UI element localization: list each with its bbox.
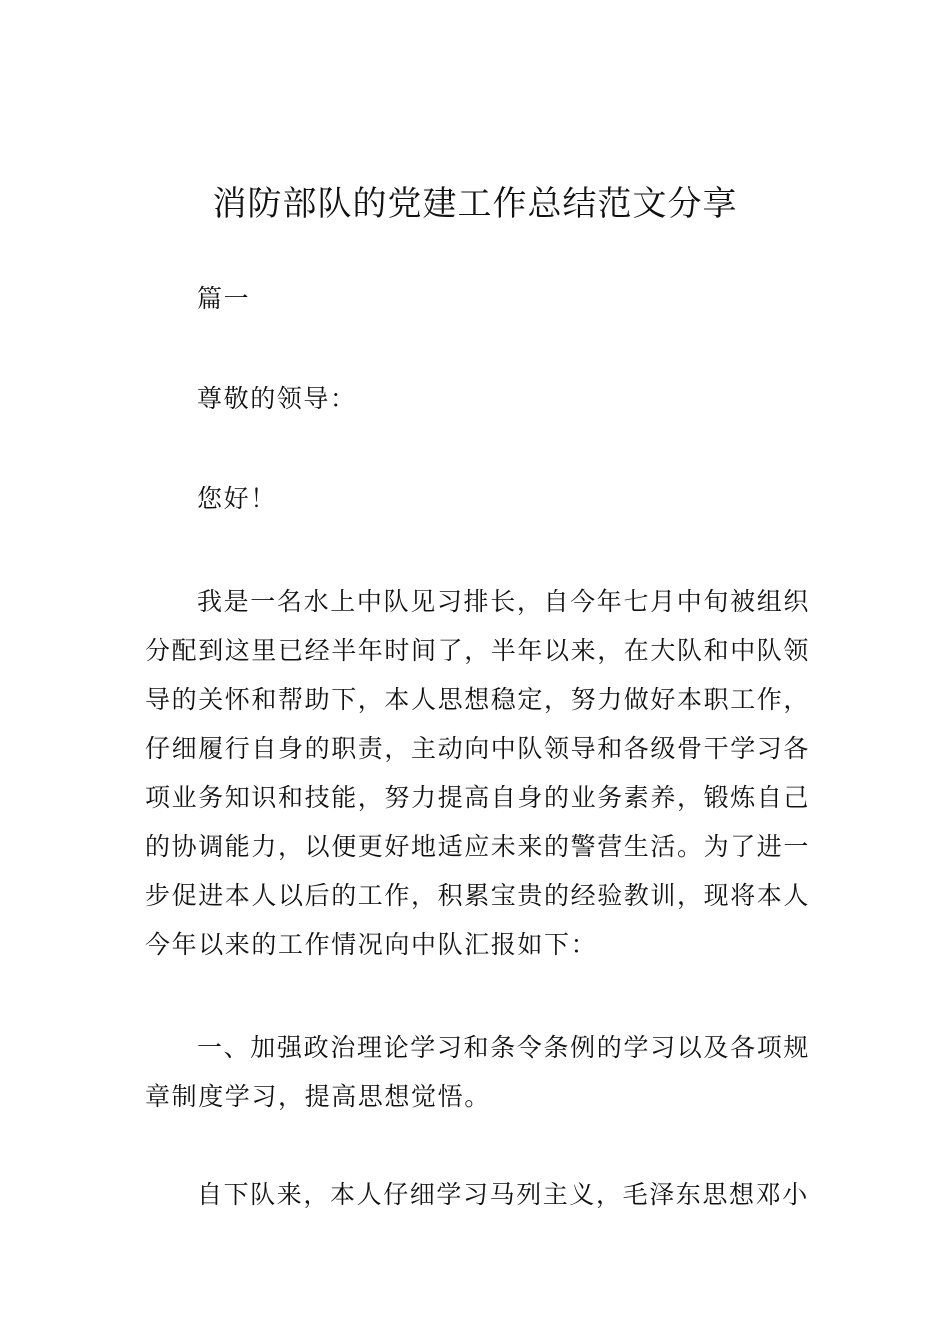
salutation: 尊敬的领导：	[197, 384, 357, 413]
section-heading-one: 一、加强政治理论学习和条令条例的学习以及各项规章制度学习，提高思想觉悟。	[145, 1033, 810, 1111]
intro-paragraph: 我是一名水上中队见习排长，自今年七月中旬被组织分配到这里已经半年时间了，半年以来，在大队和中队领导的关怀和帮助下，本人思想稳定，努力做好本职工作，仔细履行自身的职责，主动向中队领导和各级骨干学习各项业务知识和技能，努力提高自身的业务素养，锻炼自己的协调能力，以便更好地适应未来的警营生活。为了进一步促进本人以后的工作，积累宝贵的经验教训，现将本人今年以来的工作情况向中队汇报如下：	[145, 587, 811, 959]
section-label: 篇一	[197, 284, 251, 313]
document-title: 消防部队的党建工作总结范文分享	[212, 184, 738, 224]
study-paragraph: 自下队来，本人仔细学习马列主义，毛泽东思想邓小	[197, 1180, 809, 1209]
greeting: 您好！	[197, 484, 277, 513]
